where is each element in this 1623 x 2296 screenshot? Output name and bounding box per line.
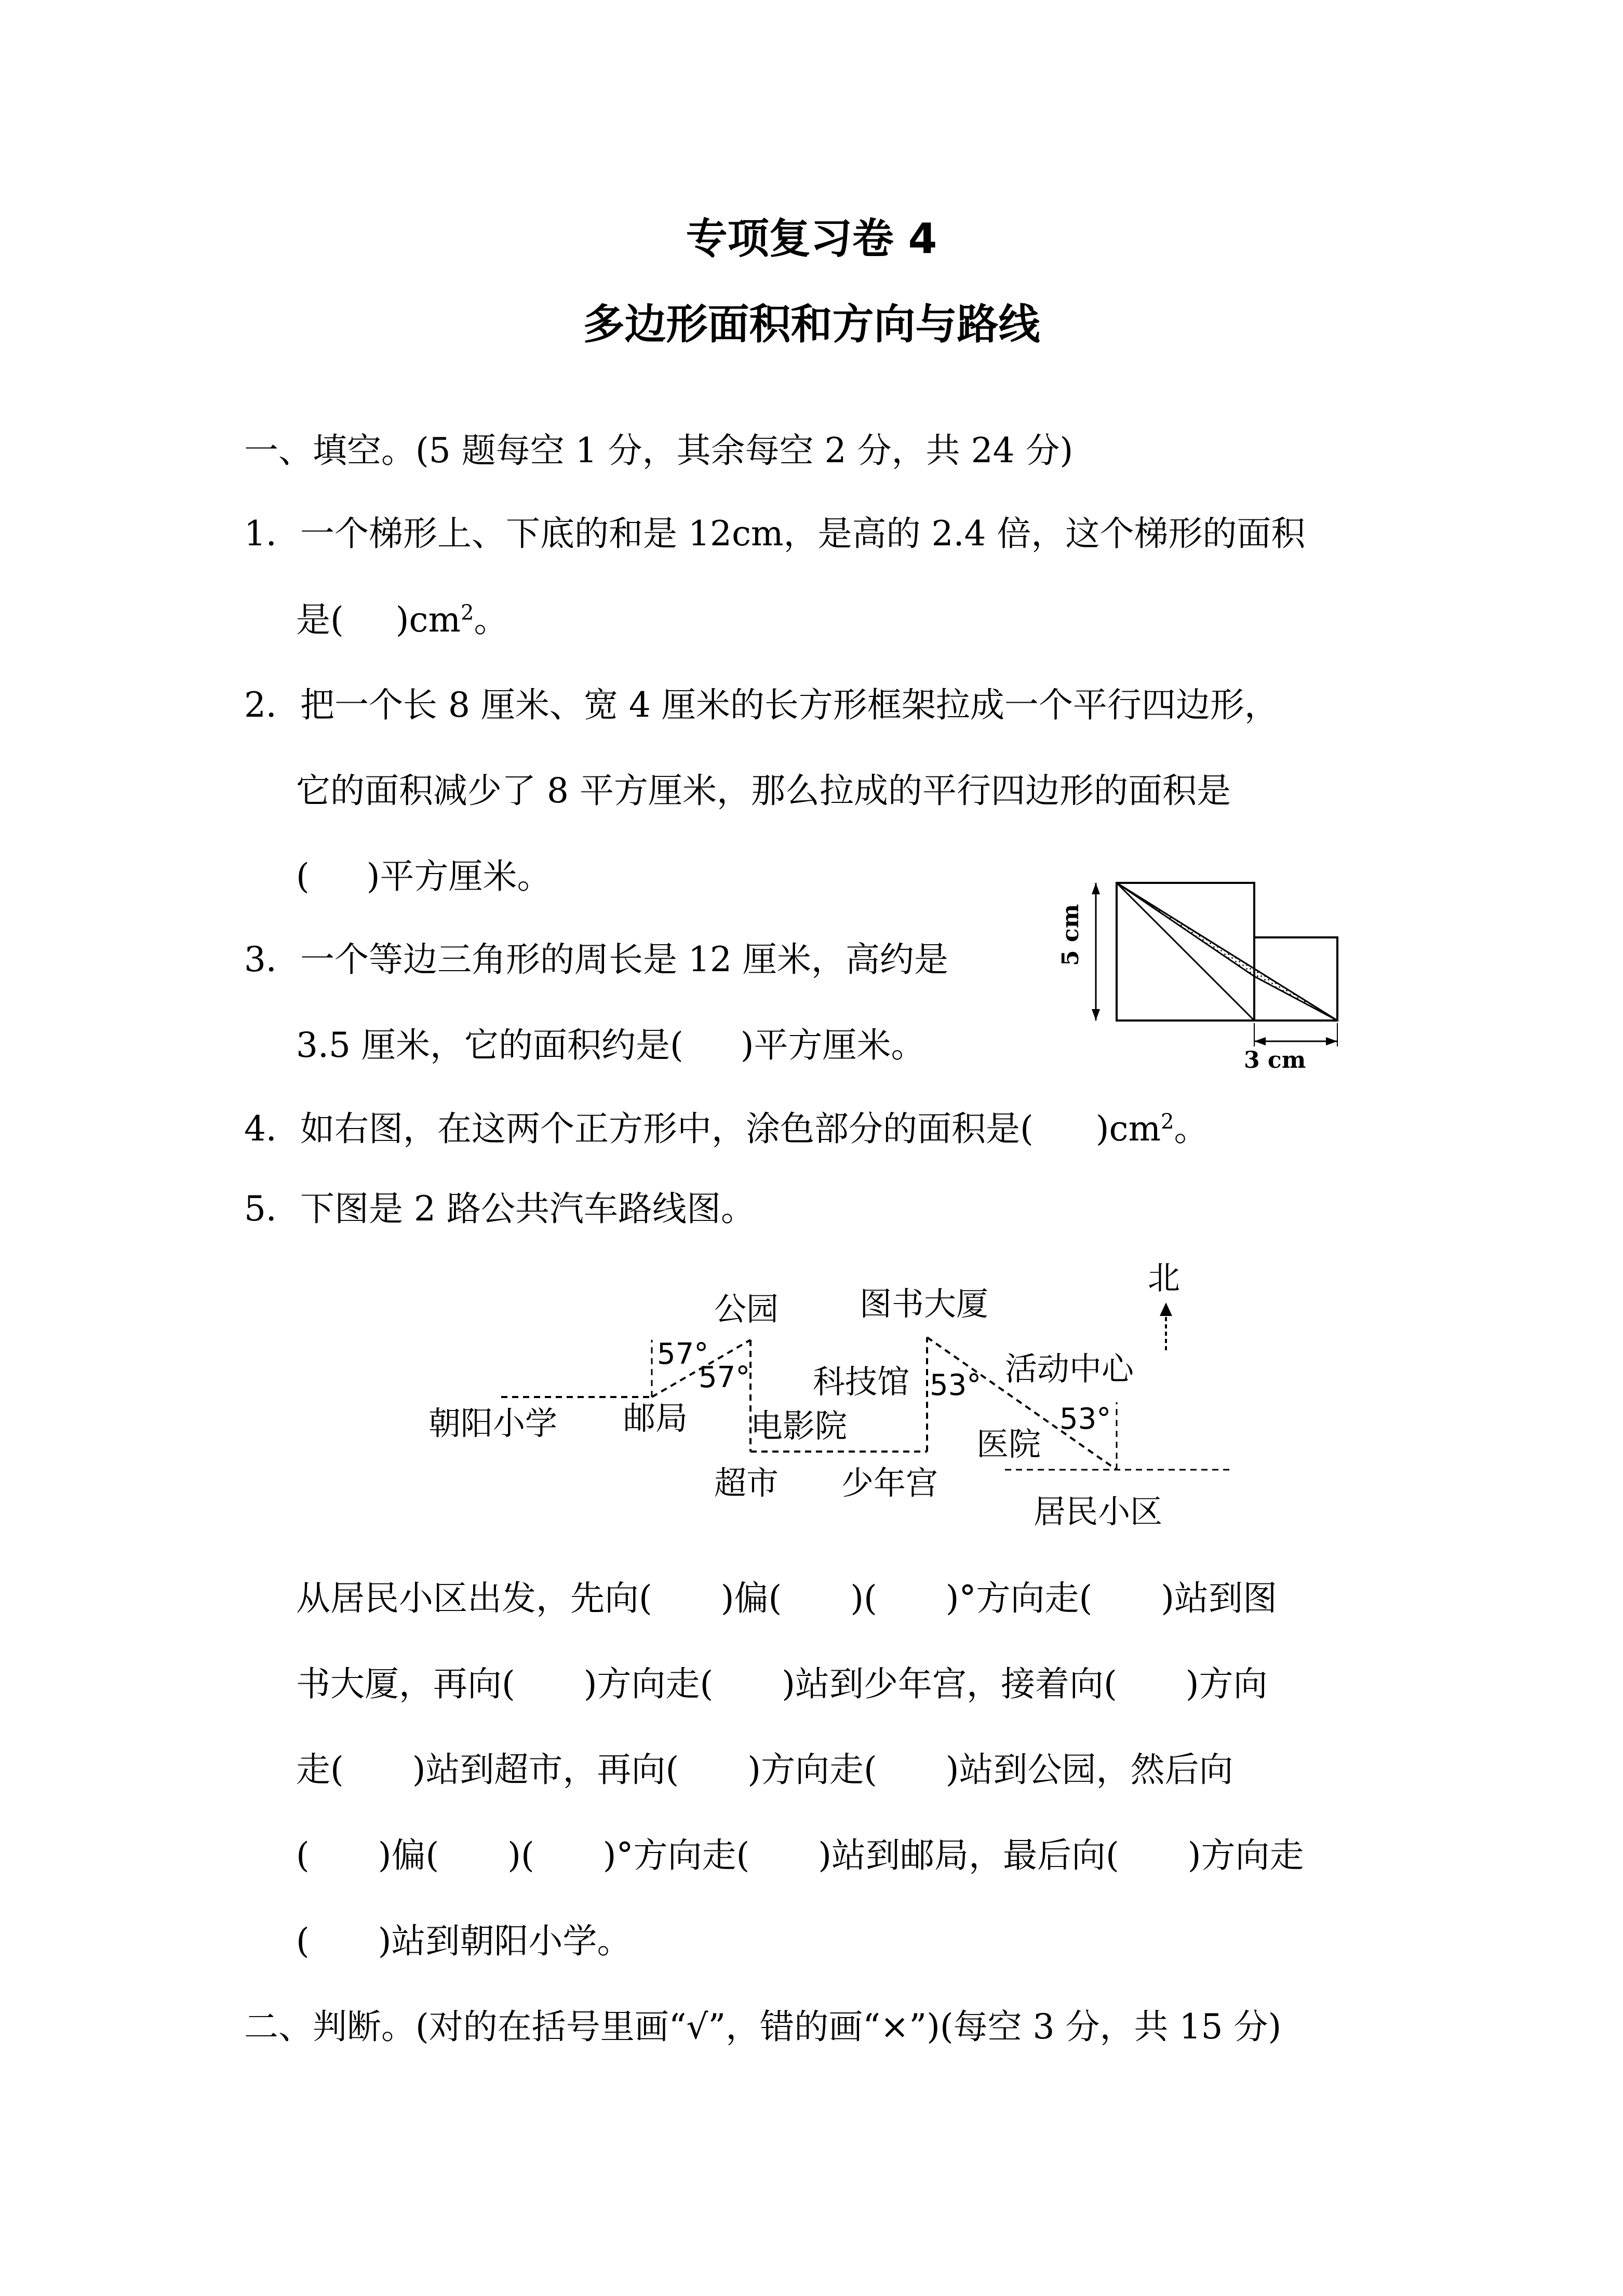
q4-text-a: 4．如右图，在这两个正方形中，涂色部分的面积是( [244, 1109, 1034, 1149]
page-subtitle: 多边形面积和方向与路线 [583, 300, 1040, 348]
q3-text-b: )平方厘米。 [740, 1025, 925, 1065]
q1-text-c: 。 [474, 600, 508, 640]
q2-text-a: ( [296, 856, 310, 896]
height-label: 5 cm [1057, 904, 1084, 966]
map-cinema: 电影院 [750, 1407, 848, 1445]
q2-line-2: 它的面积减少了 8 平方厘米，那么拉成的平行四边形的面积是 [296, 771, 1231, 811]
map-residential: 居民小区 [1034, 1493, 1163, 1530]
q5-text-line-2: 书大厦，再向( )方向走( )站到少年宫，接着向( )方向 [296, 1664, 1268, 1704]
q5-text-line-3: 走( )站到超市，再向( )方向走( )站到公园，然后向 [296, 1750, 1233, 1790]
q2-line-1: 2．把一个长 8 厘米、宽 4 厘米的长方形框架拉成一个平行四边形， [244, 685, 1279, 725]
q2-text-b: )平方厘米。 [366, 856, 552, 896]
width-label: 3 cm [1244, 1047, 1306, 1073]
q5-text-line-4: ( )偏( )( )°方向走( )站到邮局，最后向( )方向走 [296, 1835, 1304, 1875]
q4-superscript: 2 [1161, 1110, 1174, 1134]
map-youth-palace: 少年宫 [841, 1464, 938, 1502]
north-label: 北 [1148, 1259, 1181, 1297]
page-title: 专项复习卷 4 [686, 214, 937, 263]
q5-intro: 5．下图是 2 路公共汽车路线图。 [244, 1189, 755, 1229]
map-science-museum: 科技馆 [813, 1363, 910, 1401]
angle-53-a: 53° [930, 1368, 982, 1402]
q5-text-line-1: 从居民小区出发，先向( )偏( )( )°方向走( )站到图 [296, 1578, 1277, 1618]
angle-57-a: 57° [657, 1337, 709, 1371]
q3-line-1: 3．一个等边三角形的周长是 12 厘米，高约是 [244, 939, 948, 979]
angle-53-b: 53° [1059, 1402, 1111, 1436]
q4-text-c: 。 [1174, 1109, 1209, 1149]
map-library: 图书大厦 [860, 1285, 989, 1323]
section-1-heading: 一、填空。(5 题每空 1 分，其余每空 2 分，共 24 分) [244, 431, 1074, 471]
q5-text-line-5: ( )站到朝阳小学。 [296, 1921, 632, 1961]
map-activity-center: 活动中心 [1005, 1350, 1134, 1388]
map-school: 朝阳小学 [428, 1404, 558, 1442]
q1-superscript: 2 [461, 601, 474, 625]
q4-text-b: )cm [1095, 1109, 1161, 1149]
map-park: 公园 [714, 1290, 779, 1328]
q1-text-a: 是( [296, 600, 344, 640]
section-2-heading: 二、判断。(对的在括号里画“√”，错的画“×”)(每空 3 分，共 15 分) [244, 2007, 1282, 2047]
q3-text-a: 3.5 厘米，它的面积约是( [296, 1025, 683, 1065]
map-post-office: 邮局 [623, 1399, 688, 1437]
q1-text-b: )cm [395, 600, 461, 640]
angle-57-b: 57° [699, 1361, 750, 1394]
map-hospital: 医院 [976, 1425, 1041, 1463]
q1-line-1: 1．一个梯形上、下底的和是 12cm，是高的 2.4 倍，这个梯形的面积 [244, 514, 1306, 554]
map-supermarket: 超市 [714, 1464, 779, 1502]
